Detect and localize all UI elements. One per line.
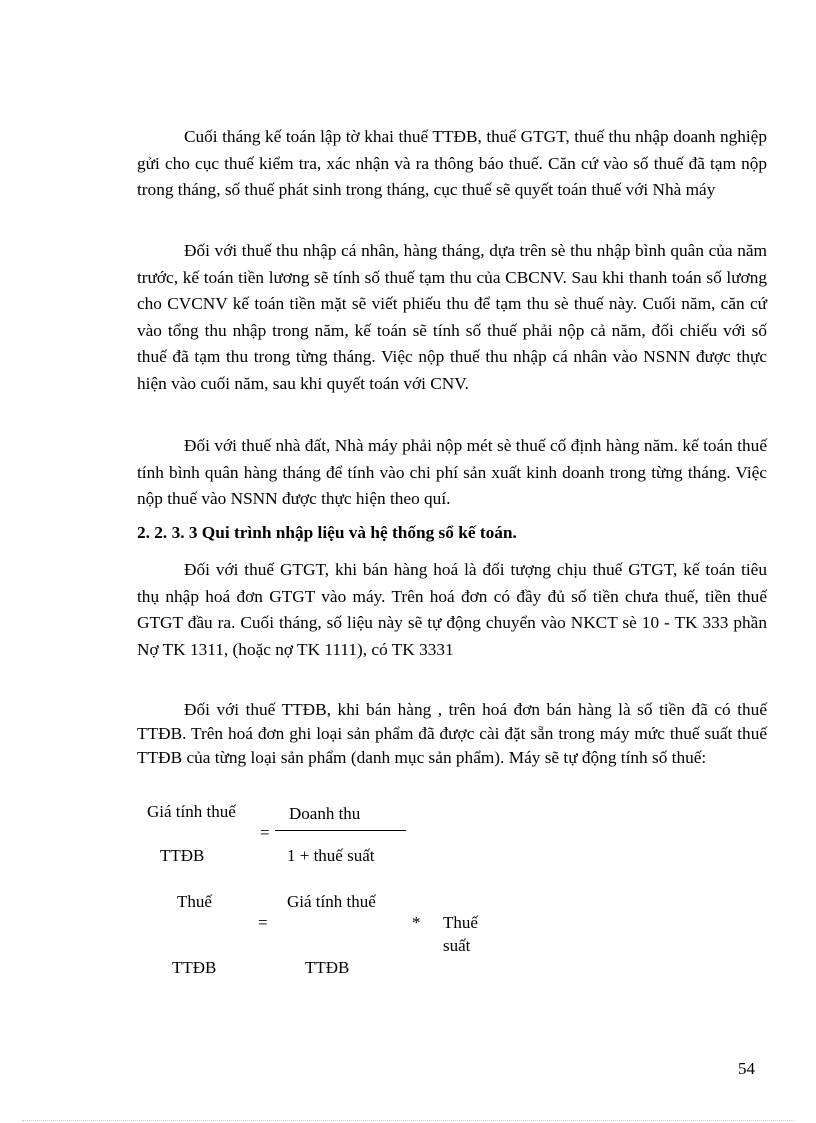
fraction-bar bbox=[275, 830, 406, 831]
formula1-equals: = bbox=[260, 823, 270, 842]
paragraph-vat: Đối với thuế GTGT, khi bán hàng hoá là đối tượng chịu thuế GTGT, kế toán tiêu thụ nhập hoá đơn GTGT vào máy. Trên hoá đơn có đầy đủ số tiền chưa thuế, tiền thuế GTGT đầu ra. Cuối tháng, số liệu này sẽ tự động chuyển vào NKCT sè 10 - TK 333 phần Nợ TK 1311, (hoặc nợ TK 1111), có TK 3331 bbox=[137, 560, 767, 659]
formula2-mid-top: Giá tính thuế bbox=[287, 892, 376, 911]
formula2-rhs-bottom: suất bbox=[443, 936, 471, 955]
formula1-lhs-top: Giá tính thuế bbox=[147, 802, 236, 821]
paragraph-special-consumption-tax: Đối với thuế TTĐB, khi bán hàng , trên hoá đơn bán hàng là số tiền đã có thuế TTĐB. Trên hoá đơn ghi loại sản phẩm đã được cài đặt sẵn trong máy mức thuế suất thuế TTĐB của từng loại sản phẩm (danh mục sản phẩm). Máy sẽ tự động tính số thuế: bbox=[137, 700, 767, 767]
formula1-lhs-bottom: TTĐB bbox=[160, 846, 205, 865]
formula2-rhs-top: Thuế bbox=[443, 913, 478, 932]
formula2-times: * bbox=[412, 913, 421, 932]
footer-divider bbox=[22, 1120, 794, 1121]
formula2-lhs-bottom: TTĐB bbox=[172, 958, 217, 977]
paragraph-land-tax: Đối với thuế nhà đất, Nhà máy phải nộp mét sè thuế cố định hàng năm. kế toán thuế tính bình quân hàng tháng để tính vào chi phí sản xuất kinh doanh trong từng tháng. Việc nộp thuế vào NSNN được thực hiện theo quí. bbox=[137, 436, 767, 508]
paragraph-personal-income-tax: Đối với thuế thu nhập cá nhân, hàng tháng, dựa trên sè thu nhập bình quân của năm trước, kế toán tiền lương sẽ tính số thuế tạm thu của CBCNV. Sau khi thanh toán số lương cho CVCNV kế toán tiền mặt sẽ viết phiếu thu để tạm thu sè thuế này. Cuối năm, căn cứ vào tổng thu nhập trong năm, kế toán sẽ tính số thuế phải nộp cả năm, đối chiếu với số thuế đã tạm thu trong từng tháng. Việc nộp thuế thu nhập cá nhân vào NSNN được thực hiện vào cuối năm, sau khi quyết toán với CNV. bbox=[137, 241, 767, 393]
formula1-denominator: 1 + thuế suất bbox=[287, 846, 375, 865]
formula2-lhs-top: Thuế bbox=[177, 892, 212, 911]
page-number: 54 bbox=[738, 1059, 755, 1078]
formula2-mid-bottom: TTĐB bbox=[305, 958, 350, 977]
formula1-numerator: Doanh thu bbox=[289, 804, 361, 823]
formula2-equals: = bbox=[258, 913, 268, 932]
paragraph-tax-declaration: Cuối tháng kế toán lập tờ khai thuế TTĐB, thuế GTGT, thuế thu nhập doanh nghiệp gửi cho cục thuế kiểm tra, xác nhận và ra thông báo thuế. Căn cứ vào số thuế đã tạm nộp trong tháng, số thuế phát sinh trong tháng, cục thuế sẽ quyết toán thuế với Nhà máy bbox=[137, 127, 767, 199]
section-heading: 2. 2. 3. 3 Qui trình nhập liệu và hệ thống sổ kế toán. bbox=[137, 523, 517, 542]
